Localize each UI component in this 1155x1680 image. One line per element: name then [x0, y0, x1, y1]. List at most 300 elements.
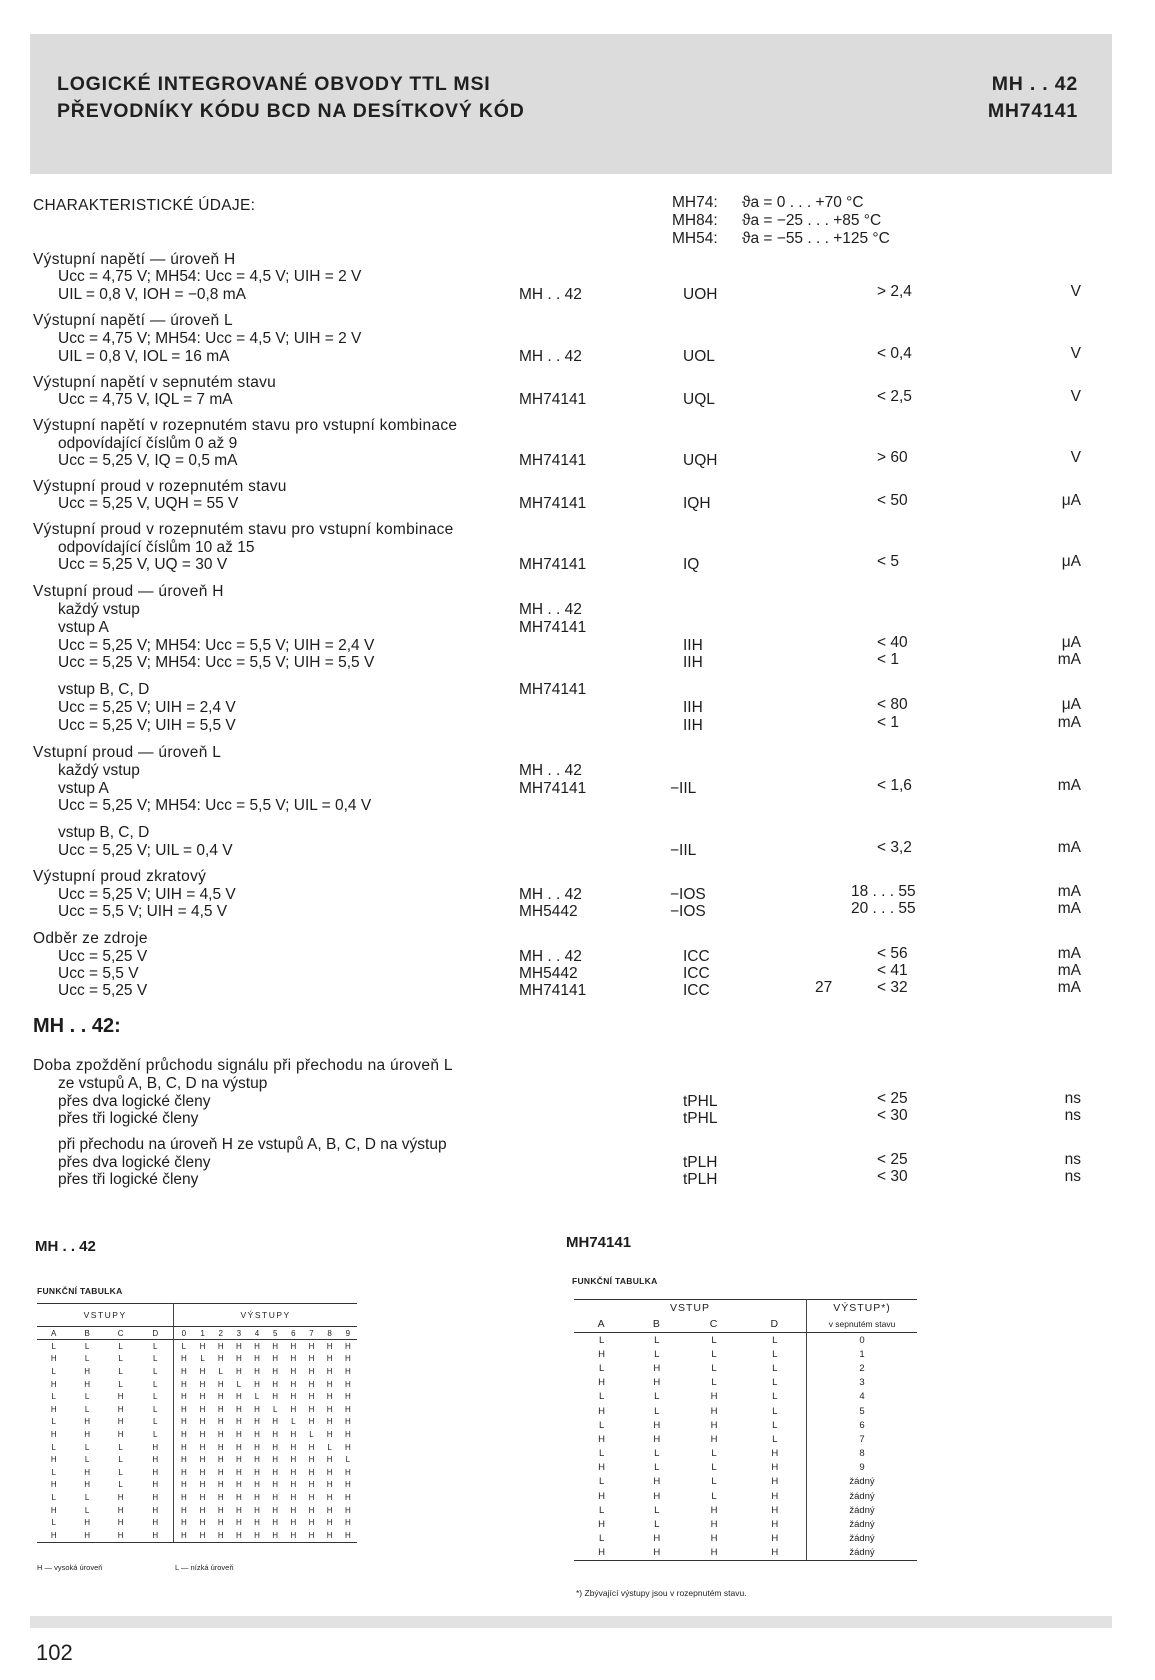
- table-cell: H: [137, 1491, 173, 1504]
- table-cell: H: [272, 1492, 279, 1502]
- table-cell: H: [290, 1354, 297, 1364]
- uqh-type: MH74141: [519, 452, 587, 469]
- table-cell: 0: [859, 1334, 865, 1346]
- table-cell: H: [254, 1480, 260, 1490]
- table-cell: H: [744, 1475, 807, 1489]
- table-row: [574, 1390, 917, 1404]
- table-mh42-outputs-header: VÝSTUPY: [174, 1304, 357, 1327]
- delay-r4-symbol: tPLH: [683, 1171, 718, 1188]
- table-cell: H: [744, 1532, 807, 1546]
- table-cell: L: [84, 1392, 90, 1402]
- table-cell: H: [290, 1467, 297, 1477]
- table-cell: L: [654, 1334, 660, 1346]
- table-cell: H: [50, 1404, 57, 1414]
- table-cell: L: [118, 1467, 123, 1477]
- table-cell: H: [598, 1462, 606, 1474]
- table-cell: H: [266, 1529, 284, 1542]
- iih-a1-symbol: IIH: [683, 637, 703, 654]
- table-cell: L: [654, 1504, 660, 1516]
- table-cell: L: [51, 1492, 56, 1502]
- delay-r2-unit: ns: [1064, 1107, 1081, 1124]
- table-row: [574, 1475, 917, 1489]
- table-cell: H: [653, 1419, 661, 1431]
- table-cell: H: [710, 1504, 718, 1516]
- table-cell: H: [344, 1492, 351, 1502]
- table-cell: H: [199, 1366, 206, 1376]
- delay-r2-value: < 30: [877, 1107, 908, 1124]
- table-cell: L: [598, 1533, 605, 1545]
- table-cell: H: [290, 1442, 297, 1452]
- uoh-symbol: UOH: [683, 286, 718, 303]
- icc-cond-3: Ucc = 5,25 V: [58, 982, 148, 999]
- uoh-unit: V: [1070, 283, 1081, 300]
- table-cell: H: [321, 1529, 339, 1542]
- table-cell: H: [235, 1480, 242, 1490]
- iqh-label: Výstupní proud v rozepnutém stavu: [33, 478, 287, 495]
- table-cell: H: [653, 1433, 661, 1445]
- table-cell: H: [180, 1480, 187, 1490]
- table-cell: H: [598, 1348, 606, 1360]
- table-row: [37, 1529, 357, 1542]
- table-cell: H: [104, 1529, 137, 1542]
- table-cell: 4: [859, 1391, 865, 1403]
- table-cell: H: [235, 1429, 242, 1439]
- table-cell: H: [254, 1505, 260, 1515]
- uol-cond-1: Ucc = 4,75 V; MH54: Ucc = 4,5 V; UIH = 2 V: [58, 330, 362, 347]
- characteristics-heading: CHARAKTERISTICKÉ ÚDAJE:: [33, 197, 256, 214]
- table-cell: H: [308, 1442, 315, 1452]
- table-cell: H: [235, 1366, 242, 1376]
- table-cell: H: [230, 1529, 248, 1542]
- table-cell: H: [199, 1341, 206, 1351]
- table-cell: H: [117, 1518, 124, 1528]
- table-cell: H: [290, 1392, 297, 1402]
- iih-b-cond-2: Ucc = 5,25 V; UIH = 5,5 V: [58, 717, 236, 734]
- uol-type: MH . . 42: [519, 348, 582, 365]
- table-cell: H: [235, 1467, 242, 1477]
- table-cell: H: [344, 1467, 351, 1477]
- table-cell: H: [290, 1505, 297, 1515]
- iq-line-2: odpovídající číslům 10 až 15: [58, 539, 255, 556]
- uql-unit: V: [1070, 388, 1081, 405]
- iil-a-cond-1: Ucc = 5,25 V; MH54: Ucc = 5,5 V; UIL = 0,4 V: [58, 797, 372, 814]
- ios-symbol-2: −IOS: [670, 903, 706, 920]
- table-cell: H: [217, 1341, 224, 1351]
- table-cell: L: [744, 1376, 807, 1390]
- table-mh42-col-A: A: [37, 1327, 70, 1340]
- table-row: [574, 1361, 917, 1375]
- table-cell: L: [711, 1462, 717, 1474]
- uql-value: < 2,5: [877, 388, 912, 405]
- table-cell: H: [199, 1505, 206, 1515]
- table-cell: H: [84, 1379, 91, 1389]
- table-cell: H: [308, 1392, 315, 1402]
- ios-value-2: 20 . . . 55: [851, 900, 916, 917]
- table-mh42-legend-h: H — vysoká úroveň: [37, 1563, 103, 1572]
- table-cell: H: [326, 1518, 333, 1528]
- table-cell: L: [272, 1404, 278, 1414]
- table-cell: H: [137, 1479, 173, 1492]
- table-cell: H: [37, 1529, 70, 1542]
- table-cell: H: [199, 1379, 206, 1389]
- table-cell: L: [118, 1455, 123, 1465]
- ios-value-1: 18 . . . 55: [851, 883, 916, 900]
- table-cell: H: [117, 1392, 124, 1402]
- table-cell: H: [180, 1429, 187, 1439]
- table-row: [574, 1517, 917, 1531]
- temp-type-84: MH84:: [672, 212, 718, 229]
- iil-b-symbol: −IIL: [670, 842, 697, 859]
- icc-cond-1: Ucc = 5,25 V: [58, 948, 148, 965]
- table-cell: H: [308, 1480, 315, 1490]
- table-cell: L: [744, 1432, 807, 1446]
- table-cell: H: [235, 1404, 242, 1414]
- table-cell: L: [84, 1442, 90, 1452]
- table-cell: L: [711, 1448, 717, 1460]
- table-cell: H: [248, 1529, 266, 1542]
- iih-a-cond-1: Ucc = 5,25 V; MH54: Ucc = 5,5 V; UIH = 2,4 V: [58, 637, 375, 654]
- table-cell: H: [272, 1480, 279, 1490]
- title-line-1: LOGICKÉ INTEGROVANÉ OBVODY TTL MSI: [57, 73, 491, 95]
- table-mh74141-col-A: A: [574, 1316, 629, 1333]
- uoh-cond-2: UIL = 0,8 V, IOH = −0,8 mA: [58, 286, 246, 303]
- table-cell: L: [744, 1418, 807, 1432]
- uql-type: MH74141: [519, 391, 587, 408]
- table-cell: H: [254, 1455, 260, 1465]
- table-cell: H: [598, 1377, 606, 1389]
- iil-label: Vstupní proud — úroveň L: [33, 744, 222, 761]
- table-cell: L: [51, 1341, 56, 1351]
- table-row: [37, 1466, 357, 1479]
- icc-unit-2: mA: [1057, 962, 1081, 979]
- table-cell: H: [84, 1429, 91, 1439]
- table-cell: H: [272, 1518, 279, 1528]
- table-cell: L: [137, 1340, 173, 1353]
- iih-b2-value: < 1: [877, 714, 899, 731]
- table-cell: H: [344, 1442, 351, 1452]
- table-cell: H: [308, 1492, 315, 1502]
- table-cell: H: [653, 1533, 661, 1545]
- table-cell: 1: [859, 1348, 865, 1360]
- table-cell: H: [217, 1392, 224, 1402]
- table-cell: H: [199, 1518, 206, 1528]
- icc-label: Odběr ze zdroje: [33, 930, 148, 947]
- table-cell: H: [212, 1529, 230, 1542]
- iil-input-bcd: vstup B, C, D: [58, 824, 150, 841]
- table-cell: H: [308, 1379, 315, 1389]
- table-cell: H: [326, 1455, 333, 1465]
- table-mh74141-footnote: *) Zbývající výstupy jsou v rozepnutém stavu.: [576, 1588, 747, 1598]
- function-table-mh74141: [574, 1299, 917, 1561]
- table-mh42-out-col-5: 5: [266, 1327, 284, 1340]
- table-mh74141-col-B: B: [629, 1316, 684, 1333]
- table-cell: H: [254, 1379, 260, 1389]
- iq-type: MH74141: [519, 556, 587, 573]
- table-cell: H: [344, 1429, 351, 1439]
- table-cell: H: [272, 1417, 279, 1427]
- iih-a1-value: < 40: [877, 634, 908, 651]
- table-cell: H: [180, 1366, 187, 1376]
- table-cell: H: [308, 1455, 315, 1465]
- table-cell: H: [272, 1354, 279, 1364]
- table-row: [37, 1390, 357, 1403]
- table-cell: žádný: [849, 1490, 875, 1502]
- icc-symbol-3: ICC: [683, 982, 710, 999]
- table-row: [574, 1376, 917, 1390]
- uql-cond-1: Ucc = 4,75 V, IQL = 7 mA: [58, 391, 233, 408]
- table-cell: H: [272, 1341, 279, 1351]
- table-cell: L: [598, 1362, 605, 1374]
- delay-r4-value: < 30: [877, 1168, 908, 1185]
- table-cell: 3: [859, 1377, 865, 1389]
- table-cell: H: [199, 1492, 206, 1502]
- table-cell: H: [254, 1492, 260, 1502]
- table-cell: L: [598, 1419, 605, 1431]
- table-mh42-col-D: D: [137, 1327, 173, 1340]
- table-cell: H: [290, 1404, 297, 1414]
- table-cell: H: [180, 1442, 187, 1452]
- table-cell: 9: [859, 1462, 865, 1474]
- table-cell: H: [272, 1505, 279, 1515]
- iih-a2-value: < 1: [877, 651, 899, 668]
- table-cell: H: [290, 1429, 297, 1439]
- table-mh74141-caption: FUNKČNÍ TABULKA: [572, 1276, 658, 1286]
- table-cell: H: [117, 1429, 124, 1439]
- table-cell: H: [70, 1529, 103, 1542]
- table-cell: H: [235, 1354, 242, 1364]
- table-cell: L: [711, 1490, 717, 1502]
- iil-b-cond-1: Ucc = 5,25 V; UIL = 0,4 V: [58, 842, 233, 859]
- table-row: [37, 1403, 357, 1416]
- temp-range-74: ϑa = 0 . . . +70 °C: [742, 194, 864, 211]
- ios-label: Výstupní proud zkratový: [33, 868, 207, 885]
- delay-l-line-1: Doba zpoždění průchodu signálu při přechodu na úroveň L: [33, 1057, 453, 1074]
- table-mh74141-output-header: VÝSTUP*): [807, 1300, 918, 1317]
- table-mh42-legend-l: L — nízká úroveň: [175, 1563, 234, 1572]
- ios-cond-2: Ucc = 5,5 V; UIH = 4,5 V: [58, 903, 228, 920]
- table-cell: H: [710, 1419, 718, 1431]
- iih-a-type: MH74141: [519, 619, 587, 636]
- table-cell: H: [290, 1366, 297, 1376]
- table-cell: 6: [859, 1419, 865, 1431]
- delay-h-line: při přechodu na úroveň H ze vstupů A, B, C, D na výstup: [58, 1136, 447, 1153]
- delay-r1-value: < 25: [877, 1090, 908, 1107]
- table-cell: H: [235, 1455, 242, 1465]
- ios-unit-2: mA: [1057, 900, 1081, 917]
- table-cell: H: [217, 1480, 224, 1490]
- table-mh74141-col-C: C: [684, 1316, 743, 1333]
- table-row: [574, 1503, 917, 1517]
- table-mh42-out-col-4: 4: [248, 1327, 266, 1340]
- table-cell: 2: [859, 1362, 865, 1374]
- iih-bcd-type: MH74141: [519, 681, 587, 698]
- table-cell: H: [235, 1341, 242, 1351]
- table-cell: H: [50, 1455, 57, 1465]
- table-cell: H: [290, 1518, 297, 1528]
- table-cell: L: [84, 1404, 90, 1414]
- table-cell: H: [290, 1455, 297, 1465]
- uoh-cond-1: Ucc = 4,75 V; MH54: Ucc = 4,5 V; UIH = 2 V: [58, 268, 362, 285]
- table-cell: H: [199, 1467, 206, 1477]
- table-cell: H: [308, 1417, 315, 1427]
- delay-r4-unit: ns: [1064, 1168, 1081, 1185]
- table-cell: H: [180, 1505, 187, 1515]
- table-cell: H: [137, 1504, 173, 1517]
- iih-b1-symbol: IIH: [683, 699, 703, 716]
- table-cell: L: [598, 1448, 605, 1460]
- table-cell: L: [598, 1476, 605, 1488]
- table-mh42-out-col-7: 7: [302, 1327, 320, 1340]
- uqh-value: > 60: [877, 449, 908, 466]
- table-cell: H: [199, 1442, 206, 1452]
- table-cell: H: [180, 1518, 187, 1528]
- table-cell: H: [235, 1492, 242, 1502]
- table-cell: H: [180, 1379, 187, 1389]
- iq-symbol: IQ: [683, 556, 700, 573]
- table-cell: L: [711, 1476, 717, 1488]
- table-row: [37, 1353, 357, 1366]
- table-cell: H: [180, 1467, 187, 1477]
- table-mh42-out-col-9: 9: [339, 1327, 357, 1340]
- title-line-2: PŘEVODNÍKY KÓDU BCD NA DESÍTKOVÝ KÓD: [57, 100, 525, 122]
- table-cell: H: [653, 1377, 661, 1389]
- table-cell: L: [654, 1391, 660, 1403]
- table-cell: L: [744, 1347, 807, 1361]
- table-cell: H: [199, 1455, 206, 1465]
- table-cell: H: [199, 1417, 206, 1427]
- table-row: [37, 1479, 357, 1492]
- iq-value: < 5: [877, 553, 899, 570]
- table-cell: H: [199, 1429, 206, 1439]
- table-cell: H: [272, 1467, 279, 1477]
- table-cell: H: [272, 1379, 279, 1389]
- iih-a1-unit: μA: [1061, 634, 1081, 651]
- table-cell: H: [137, 1529, 173, 1542]
- table-cell: H: [272, 1366, 279, 1376]
- table-cell: 7: [859, 1433, 865, 1445]
- uol-label: Výstupní napětí — úroveň L: [33, 312, 233, 329]
- table-row: [574, 1404, 917, 1418]
- table-cell: L: [711, 1362, 717, 1374]
- icc-symbol-1: ICC: [683, 948, 710, 965]
- table-cell: 5: [859, 1405, 865, 1417]
- table-cell: H: [84, 1518, 91, 1528]
- function-table-mh42: [37, 1303, 357, 1543]
- table-mh42-out-col-8: 8: [321, 1327, 339, 1340]
- table-cell: H: [344, 1392, 351, 1402]
- table-cell: H: [117, 1492, 124, 1502]
- table-cell: H: [84, 1467, 91, 1477]
- table-cell: H: [235, 1442, 242, 1452]
- table-cell: H: [290, 1492, 297, 1502]
- table-cell: H: [710, 1433, 718, 1445]
- table-mh74141-input-header: VSTUP: [574, 1300, 807, 1317]
- code-line-1: MH . . 42: [991, 73, 1078, 95]
- table-cell: H: [710, 1391, 718, 1403]
- footer-band: [30, 1616, 1112, 1628]
- table-cell: H: [326, 1379, 333, 1389]
- delay-r3-unit: ns: [1064, 1151, 1081, 1168]
- delay-r3-value: < 25: [877, 1151, 908, 1168]
- table-cell: L: [744, 1404, 807, 1418]
- table-cell: H: [344, 1518, 351, 1528]
- table-cell: L: [137, 1353, 173, 1366]
- table-cell: L: [654, 1348, 660, 1360]
- table-mh42-out-col-6: 6: [284, 1327, 302, 1340]
- table-cell: L: [137, 1390, 173, 1403]
- table-cell: L: [598, 1504, 605, 1516]
- delay-r1-symbol: tPHL: [683, 1093, 718, 1110]
- iih-each: každý vstup: [58, 601, 140, 618]
- iil-input-a: vstup A: [58, 780, 109, 797]
- table-cell: H: [199, 1404, 206, 1414]
- delay-r2-label: přes tři logické členy: [58, 1110, 199, 1127]
- uoh-value: > 2,4: [877, 283, 912, 300]
- table-cell: H: [344, 1354, 351, 1364]
- table-cell: H: [254, 1366, 260, 1376]
- iil-a-symbol: −IIL: [670, 780, 697, 797]
- table-cell: L: [118, 1354, 123, 1364]
- delay-r4-label: přes tři logické členy: [58, 1171, 199, 1188]
- table-mh42-col-C: C: [104, 1327, 137, 1340]
- table-cell: L: [51, 1417, 56, 1427]
- table-cell: H: [193, 1529, 211, 1542]
- table-cell: H: [308, 1505, 315, 1515]
- iih-input-bcd: vstup B, C, D: [58, 681, 150, 698]
- table-cell: L: [137, 1428, 173, 1441]
- table-cell: H: [744, 1489, 807, 1503]
- table-cell: H: [50, 1379, 57, 1389]
- table-cell: H: [180, 1417, 187, 1427]
- table-cell: L: [200, 1354, 205, 1364]
- temp-range-84: ϑa = −25 . . . +85 °C: [742, 212, 882, 229]
- delay-l-line-2: ze vstupů A, B, C, D na výstup: [58, 1075, 268, 1092]
- iih-b2-unit: mA: [1057, 714, 1081, 731]
- table-row: [37, 1504, 357, 1517]
- table-cell: H: [117, 1417, 124, 1427]
- icc-unit-1: mA: [1057, 945, 1081, 962]
- table-cell: L: [118, 1442, 123, 1452]
- table-cell: H: [199, 1480, 206, 1490]
- iih-a2-symbol: IIH: [683, 654, 703, 671]
- iil-each: každý vstup: [58, 762, 140, 779]
- table-cell: L: [51, 1518, 56, 1528]
- table-row: [37, 1378, 357, 1391]
- uql-symbol: UQL: [683, 391, 715, 408]
- icc-unit-3: mA: [1057, 979, 1081, 996]
- table-mh74141-col-D: D: [744, 1316, 807, 1333]
- uol-value: < 0,4: [877, 345, 912, 362]
- table-cell: L: [236, 1379, 242, 1389]
- delay-r3-label: přes dva logické členy: [58, 1154, 211, 1171]
- table-cell: H: [84, 1366, 91, 1376]
- table-row: [37, 1441, 357, 1454]
- icc-value-1: < 56: [877, 945, 908, 962]
- table-row: [574, 1447, 917, 1461]
- table-mh42-out-col-1: 1: [193, 1327, 211, 1340]
- uol-symbol: UOL: [683, 348, 715, 365]
- table-cell: žádný: [849, 1504, 875, 1516]
- table-cell: H: [254, 1429, 260, 1439]
- table-cell: L: [654, 1448, 660, 1460]
- table-cell: H: [50, 1505, 57, 1515]
- table-cell: H: [344, 1480, 351, 1490]
- table-cell: H: [235, 1518, 242, 1528]
- uql-label: Výstupní napětí v sepnutém stavu: [33, 374, 277, 391]
- uol-unit: V: [1070, 345, 1081, 362]
- table-cell: L: [254, 1392, 260, 1402]
- table-cell: H: [217, 1379, 224, 1389]
